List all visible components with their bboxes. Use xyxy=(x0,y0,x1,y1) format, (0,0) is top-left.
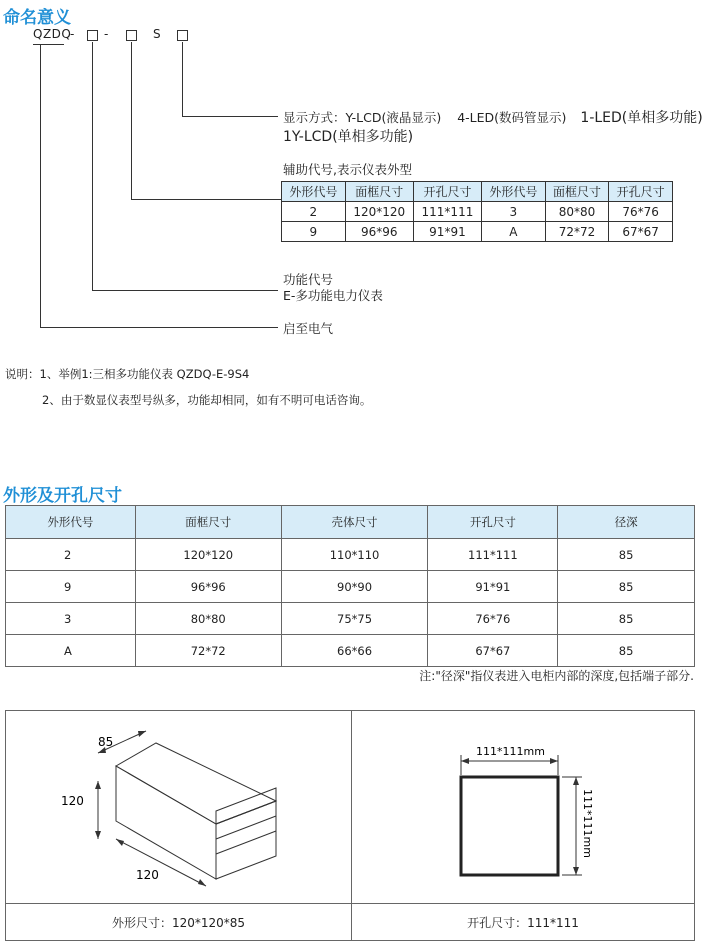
dims-cell: 85 xyxy=(558,571,695,603)
cutout-drawing-cell xyxy=(352,711,695,904)
note-line-1: 说明：1、举例1:三相多功能仪表 QZDQ-E-9S4 xyxy=(5,367,250,381)
aux-header-cell: 开孔尺寸 xyxy=(609,182,673,202)
dims-table xyxy=(5,505,695,667)
dims-cell: 85 xyxy=(558,539,695,571)
code-dash: - xyxy=(104,27,109,41)
code-slot-function xyxy=(87,30,98,41)
display-mode-line xyxy=(283,107,703,127)
dims-cell: 111*111 xyxy=(428,539,558,571)
aux-connector xyxy=(131,199,281,200)
aux-header-cell: 面框尺寸 xyxy=(545,182,609,202)
aux-cell: 2 xyxy=(282,202,346,222)
brand-connector xyxy=(40,45,41,327)
dims-cell: 80*80 xyxy=(135,603,281,635)
table-row xyxy=(6,635,695,667)
dims-cell: 91*91 xyxy=(428,571,558,603)
dims-cell: 76*76 xyxy=(428,603,558,635)
table-row xyxy=(6,539,695,571)
dims-cell: 85 xyxy=(558,603,695,635)
dims-cell: 96*96 xyxy=(135,571,281,603)
dims-header-cell: 径深 xyxy=(558,506,695,539)
dims-cell: 90*90 xyxy=(281,571,428,603)
aux-header-cell: 开孔尺寸 xyxy=(413,182,481,202)
dims-header-cell: 开孔尺寸 xyxy=(428,506,558,539)
aux-cell: 9 xyxy=(282,222,346,242)
aux-connector xyxy=(131,42,132,199)
code-s-letter: S xyxy=(153,27,162,41)
code-slot-aux xyxy=(126,30,137,41)
aux-cell: 67*67 xyxy=(609,222,673,242)
brand-name: 启至电气 xyxy=(283,321,334,336)
dims-cell: 85 xyxy=(558,635,695,667)
display-mode-lcd: 显示方式：Y-LCD(液晶显示) xyxy=(283,110,442,125)
cutout-drawing xyxy=(352,711,697,901)
dims-cell: A xyxy=(6,635,136,667)
width-dim-line xyxy=(116,839,206,886)
dims-cell: 67*67 xyxy=(428,635,558,667)
dims-cell: 72*72 xyxy=(135,635,281,667)
cutout-height-label: 111*111mm xyxy=(581,789,594,858)
function-code-value: E-多功能电力仪表 xyxy=(283,288,383,303)
aux-code-label: 辅助代号,表示仪表外型 xyxy=(283,162,412,177)
dims-cell: 120*120 xyxy=(135,539,281,571)
aux-header-cell: 外形代号 xyxy=(482,182,546,202)
drawings-table xyxy=(5,710,695,941)
function-code-label: 功能代号 xyxy=(283,272,334,287)
dims-cell: 3 xyxy=(6,603,136,635)
function-connector xyxy=(92,42,93,290)
height-label: 120 xyxy=(61,794,84,808)
dims-cell: 9 xyxy=(6,571,136,603)
aux-header-cell: 面框尺寸 xyxy=(345,182,413,202)
dims-header-cell: 外形代号 xyxy=(6,506,136,539)
aux-cell: 91*91 xyxy=(413,222,481,242)
cutout-caption: 开孔尺寸：111*111 xyxy=(352,904,695,941)
aux-cell: A xyxy=(482,222,546,242)
depth-label: 85 xyxy=(98,735,114,749)
aux-cell: 76*76 xyxy=(609,202,673,222)
dims-cell: 66*66 xyxy=(281,635,428,667)
display-mode-led4: 4-LED(数码管显示) xyxy=(457,110,567,125)
depth-note: 注:"径深"指仪表进入电柜内部的深度,包括端子部分. xyxy=(419,669,694,683)
outline-caption: 外形尺寸：120*120*85 xyxy=(6,904,352,941)
table-row xyxy=(6,571,695,603)
display-connector xyxy=(182,42,183,116)
function-connector xyxy=(92,290,278,291)
naming-title: 命名意义 xyxy=(3,8,71,28)
note-line-2: 2、由于数显仪表型号纵多，功能却相同，如有不明可电话咨询。 xyxy=(42,393,372,407)
aux-cell: 120*120 xyxy=(345,202,413,222)
display-mode-1ylcd: 1Y-LCD(单相多功能) xyxy=(283,129,414,145)
aux-cell: 96*96 xyxy=(345,222,413,242)
display-connector xyxy=(182,116,278,117)
model-code-prefix: QZDQ xyxy=(33,27,72,41)
dims-cell: 2 xyxy=(6,539,136,571)
width-label: 120 xyxy=(136,868,159,882)
aux-header-cell: 外形代号 xyxy=(282,182,346,202)
code-underline xyxy=(33,44,64,45)
box-bezel xyxy=(216,788,276,824)
aux-cell: 80*80 xyxy=(545,202,609,222)
display-mode-led1: 1-LED(单相多功能) xyxy=(580,110,703,126)
code-dash: - xyxy=(70,27,75,41)
aux-cell: 111*111 xyxy=(413,202,481,222)
dims-cell: 75*75 xyxy=(281,603,428,635)
outline-drawing-cell xyxy=(6,711,352,904)
cutout-width-label: 111*111mm xyxy=(476,745,545,758)
outline-drawing xyxy=(6,711,349,901)
box-front-face xyxy=(116,766,216,879)
aux-cell: 3 xyxy=(482,202,546,222)
dims-cell: 110*110 xyxy=(281,539,428,571)
cutout-square xyxy=(461,777,558,875)
dims-header-cell: 壳体尺寸 xyxy=(281,506,428,539)
aux-code-table xyxy=(281,181,673,242)
dims-title: 外形及开孔尺寸 xyxy=(3,486,122,506)
brand-connector xyxy=(40,327,278,328)
code-slot-display xyxy=(177,30,188,41)
aux-cell: 72*72 xyxy=(545,222,609,242)
table-row xyxy=(6,603,695,635)
dims-header-cell: 面框尺寸 xyxy=(135,506,281,539)
